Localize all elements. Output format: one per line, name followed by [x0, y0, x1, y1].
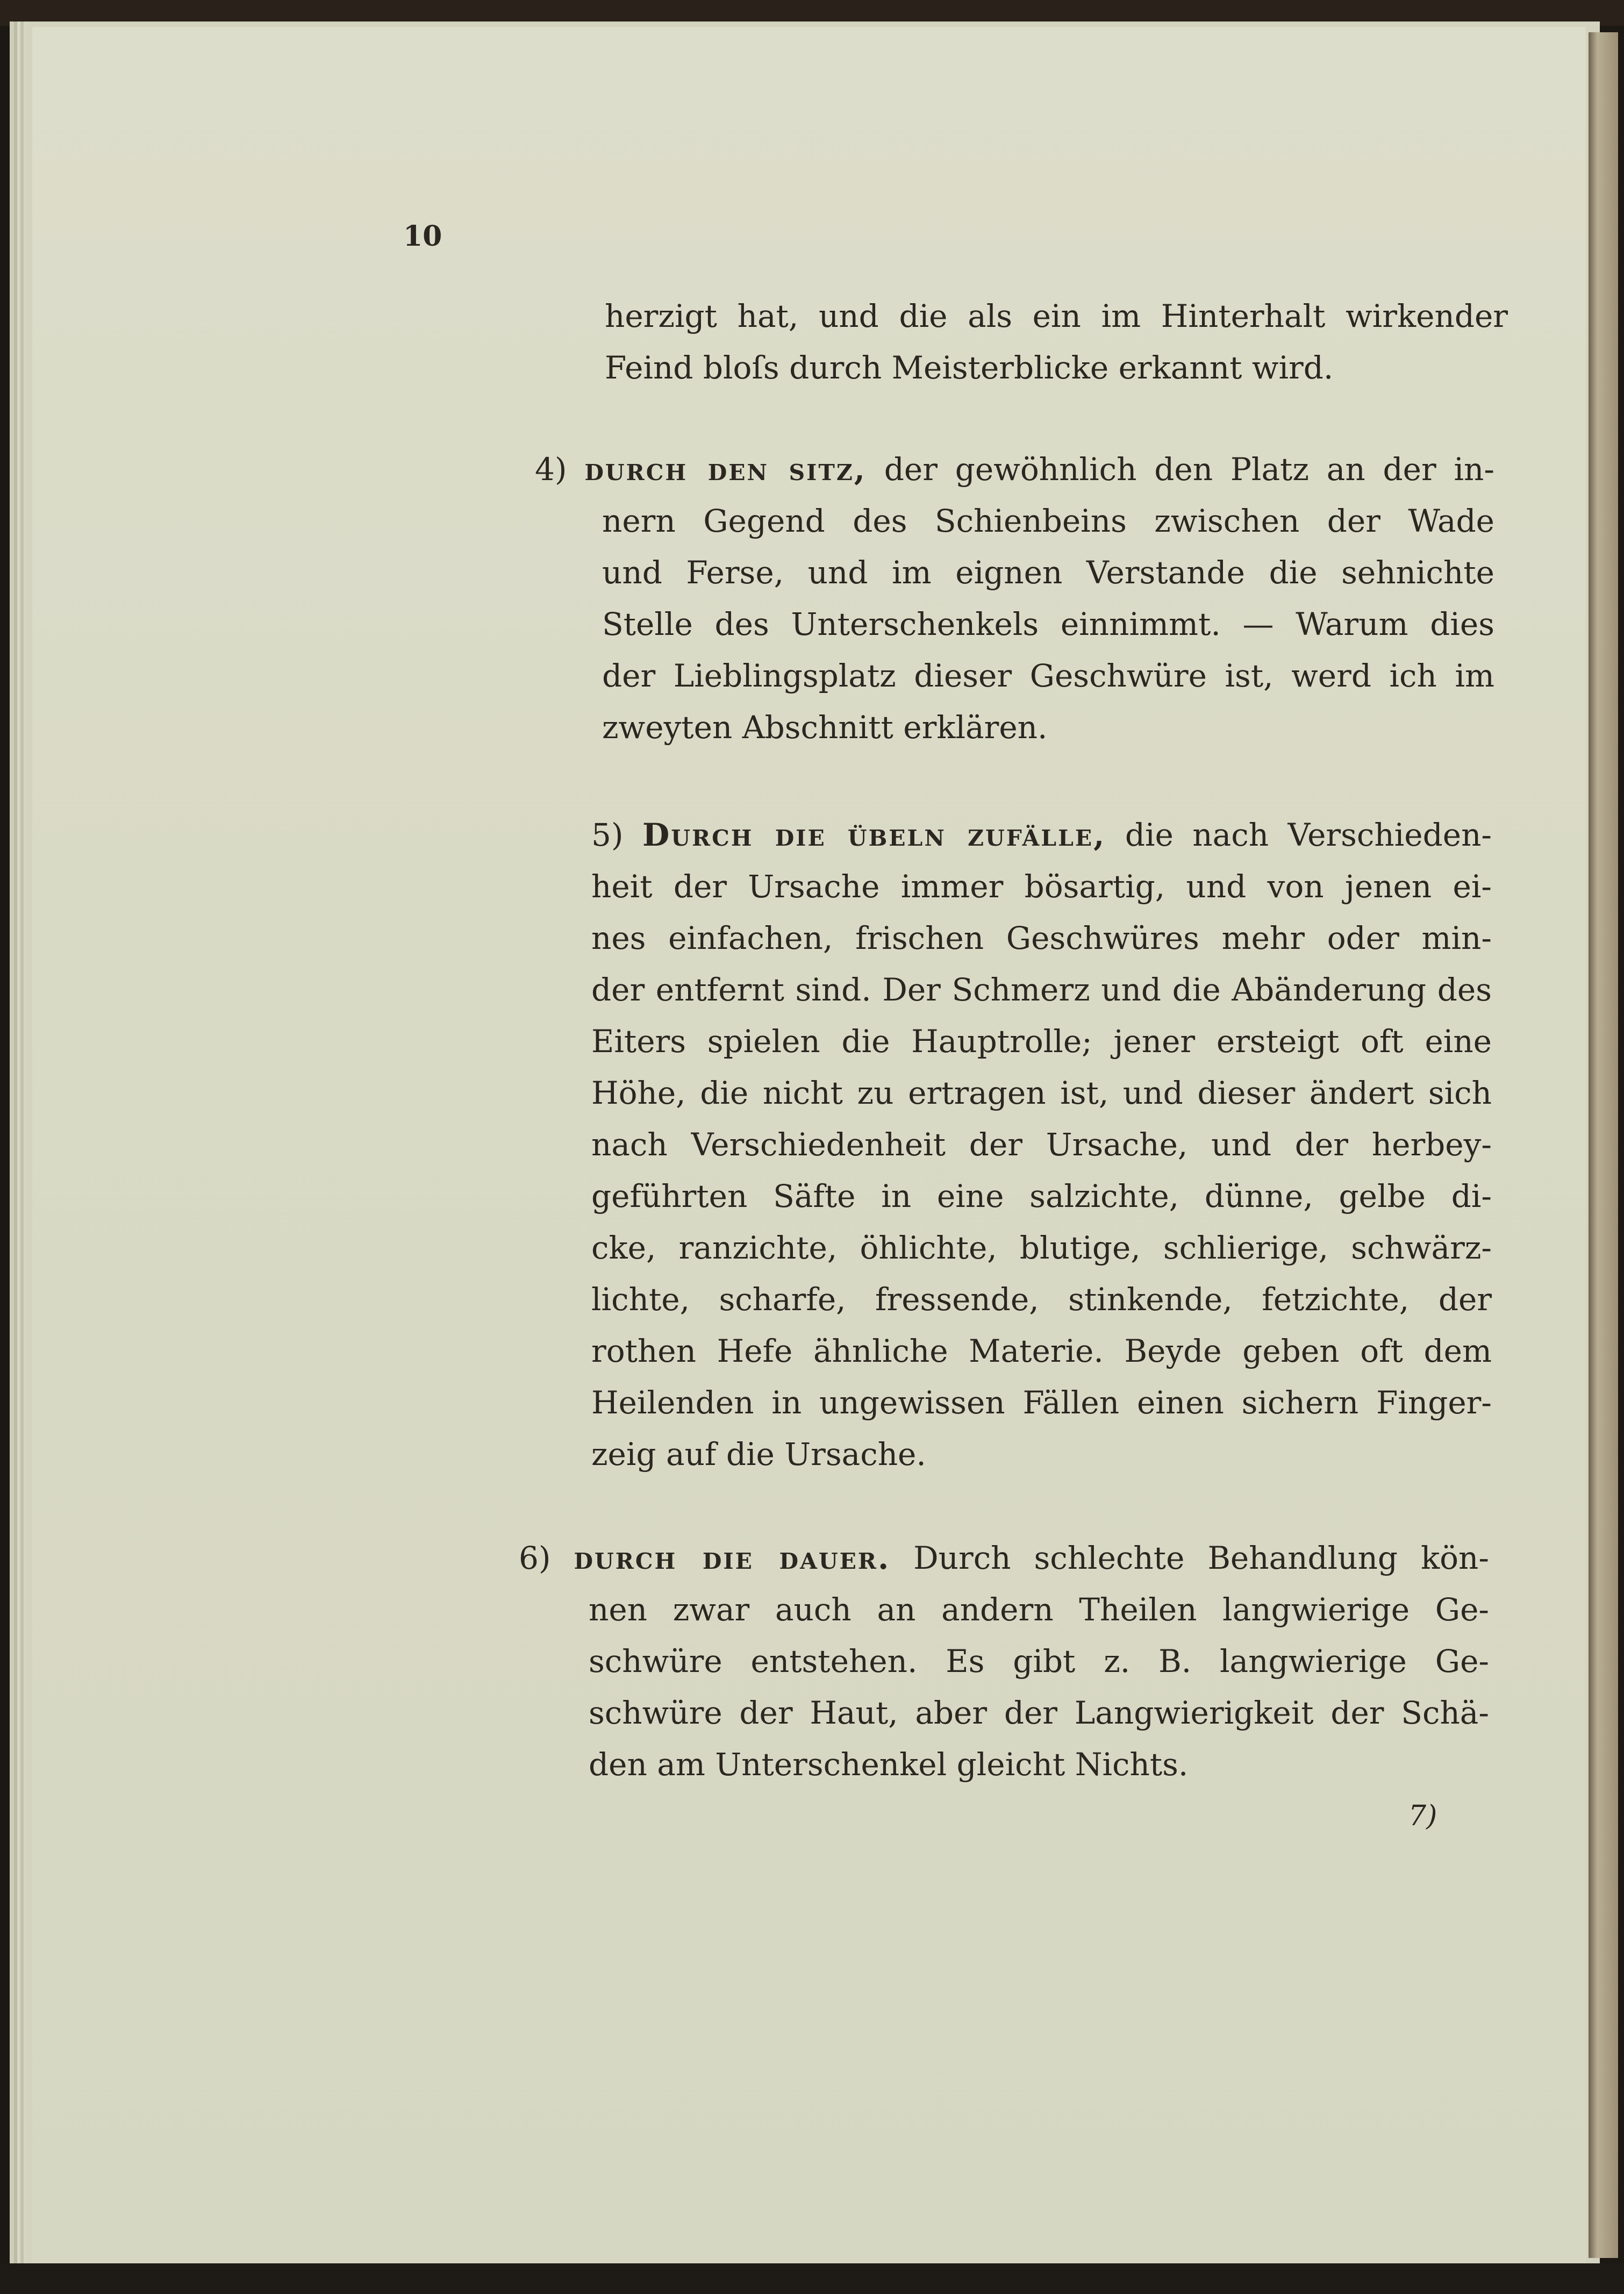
- text-line: Heilenden in ungewissen Fällen einen sichern Finger-: [591, 1384, 1492, 1421]
- text-line: Feind bloſs durch Meisterblicke erkannt wird.: [605, 349, 1334, 386]
- text-line: nern Gegend des Schienbeins zwischen der Wade: [602, 503, 1494, 539]
- item-6-first-line: [519, 1532, 1489, 1584]
- scan-border-bottom: [0, 2263, 1624, 2294]
- item-6-heading: durch die dauer.: [574, 1540, 891, 1576]
- text-line: nes einfachen, frischen Geschwüres mehr oder min-: [591, 920, 1492, 956]
- item-5-first-text: die nach Verschieden-: [1125, 817, 1492, 853]
- text-line: schwüre der Haut, aber der Langwierigkeit der Schä-: [589, 1695, 1489, 1731]
- facing-page-edge: [1589, 32, 1618, 2258]
- text-line: den am Unterschenkel gleicht Nichts.: [589, 1746, 1189, 1783]
- text-line: der Lieblingsplatz dieser Geschwüre ist, werd ich im: [602, 658, 1494, 694]
- text-line: schwüre entstehen. Es gibt z. B. langwierige Ge-: [589, 1643, 1489, 1680]
- item-6-paragraph: [589, 1584, 1489, 1790]
- item-5-heading: Durch die übeln zufälle,: [642, 817, 1106, 853]
- text-line: zweyten Abschnitt erklären.: [602, 709, 1048, 746]
- text-line: rothen Hefe ähnliche Materie. Beyde geben oft dem: [591, 1333, 1492, 1369]
- item-6-first-text: Durch schlechte Behandlung kön-: [913, 1540, 1489, 1576]
- item-4-heading: durch den sitz,: [584, 451, 867, 488]
- item-4-first-text: der gewöhnlich den Platz an der in-: [884, 451, 1495, 488]
- text-line: heit der Ursache immer bösartig, und von jenen ei-: [591, 868, 1492, 905]
- text-line: Höhe, die nicht zu ertragen ist, und dieser ändert sich: [591, 1075, 1492, 1111]
- text-line: der entfernt sind. Der Schmerz und die Abänderung des: [591, 971, 1492, 1008]
- item-4-paragraph: [602, 495, 1494, 753]
- text-line: zeig auf die Ursache.: [591, 1436, 926, 1473]
- text-line: Eiters spielen die Hauptrolle; jener ersteigt oft eine: [591, 1023, 1492, 1060]
- continuation-paragraph: [605, 290, 1508, 394]
- item-4-number: 4): [535, 451, 567, 488]
- text-line: Stelle des Unterschenkels einnimmt. — Warum dies: [602, 606, 1494, 642]
- page-number: 10: [403, 220, 442, 253]
- item-5-number: 5): [591, 817, 624, 853]
- text-line: cke, ranzichte, öhlichte, blutige, schlierige, schwärz-: [591, 1230, 1492, 1266]
- text-line: geführten Säfte in eine salzichte, dünne, gelbe di-: [591, 1178, 1492, 1214]
- text-line: herzigt hat, und die als ein im Hinterhalt wirkender: [605, 298, 1508, 334]
- text-line: nach Verschiedenheit der Ursache, und der herbey-: [591, 1126, 1492, 1163]
- item-5-first-line: [591, 809, 1492, 861]
- text-line: nen zwar auch an andern Theilen langwierige Ge-: [589, 1591, 1489, 1628]
- item-5-paragraph: [591, 861, 1492, 1480]
- item-6-number: 6): [519, 1540, 551, 1576]
- text-line: und Ferse, und im eignen Verstande die sehnichte: [602, 554, 1494, 591]
- catchword: 7): [1408, 1800, 1437, 1832]
- text-line: lichte, scharfe, fressende, stinkende, fetzichte, der: [591, 1281, 1492, 1318]
- item-4-first-line: [535, 444, 1494, 495]
